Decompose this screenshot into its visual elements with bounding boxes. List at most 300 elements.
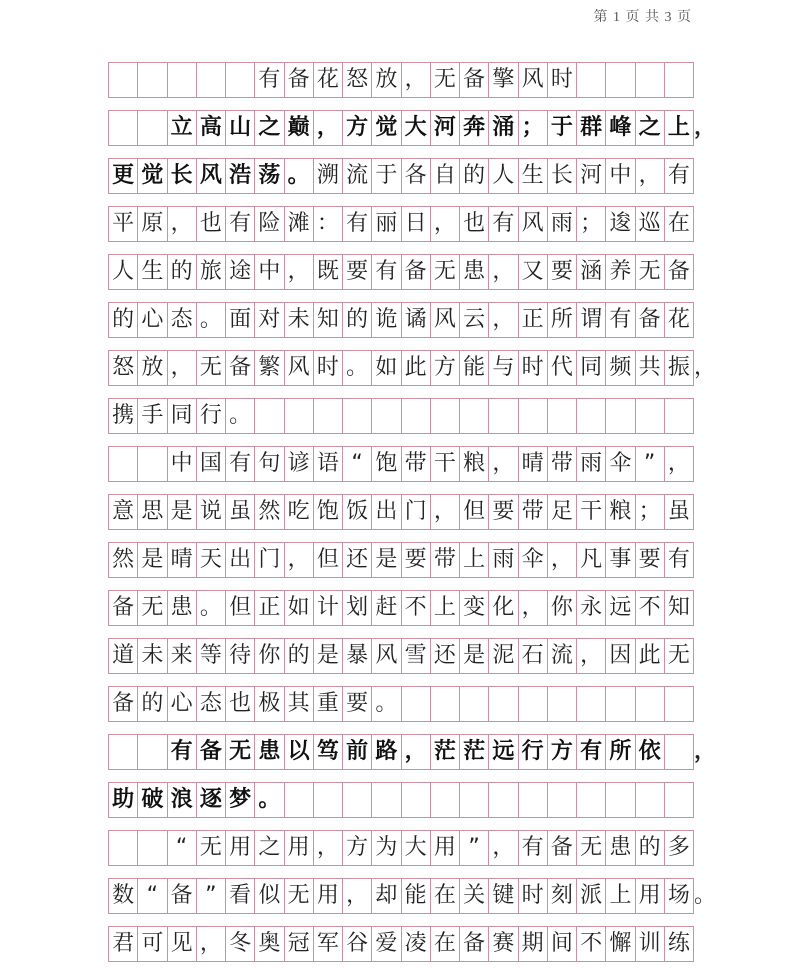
grid-cell: 日: [402, 207, 431, 241]
essay-line: [108, 770, 694, 818]
grid-cell: 于: [372, 159, 401, 193]
grid-cell: 峰: [606, 111, 635, 145]
grid-cell: [138, 735, 167, 769]
grid-cell: ，: [285, 255, 314, 289]
grid-cell: 觉: [372, 111, 401, 145]
grid-cell: 变: [460, 591, 489, 625]
grid-cell: 行: [519, 735, 548, 769]
grid-cell: 逐: [197, 783, 226, 817]
grid-cell: 涵: [577, 255, 606, 289]
grid-cell: 派: [577, 879, 606, 913]
grid-cell: ，: [402, 735, 431, 769]
grid-cell: 带: [519, 495, 548, 529]
grid-cell: [489, 687, 518, 721]
grid-cell: 备: [109, 591, 138, 625]
margin-punctuation: ，: [693, 115, 716, 140]
grid-cell: [255, 399, 284, 433]
grid-cell: 长: [168, 159, 197, 193]
grid-cell: ，: [489, 255, 518, 289]
grid-cell: 雨: [548, 207, 577, 241]
grid-cell: 有: [519, 831, 548, 865]
grid-cell: [402, 399, 431, 433]
grid-cell: 用: [314, 879, 343, 913]
grid-cell: [636, 687, 665, 721]
grid-cell: 花: [665, 303, 694, 337]
essay-line: [108, 242, 694, 290]
grid-cell: 大: [402, 111, 431, 145]
grid-cell: 有: [665, 159, 694, 193]
grid-cell: 浩: [226, 159, 255, 193]
grid-cell: [577, 63, 606, 97]
grid-row: [108, 734, 694, 770]
grid-cell: 备: [109, 687, 138, 721]
grid-cell: [109, 63, 138, 97]
grid-cell: 滩: [285, 207, 314, 241]
grid-row: [108, 782, 694, 818]
grid-cell: 有: [255, 63, 284, 97]
grid-cell: 能: [460, 351, 489, 385]
grid-cell: ：: [314, 207, 343, 241]
grid-cell: ，: [577, 639, 606, 673]
grid-cell: 但: [314, 543, 343, 577]
grid-cell: 放: [372, 63, 401, 97]
grid-row: [108, 350, 694, 386]
grid-cell: 训: [636, 927, 665, 961]
grid-cell: ，: [168, 351, 197, 385]
essay-line: [108, 146, 694, 194]
grid-cell: 用: [636, 879, 665, 913]
grid-cell: 待: [226, 639, 255, 673]
grid-cell: 道: [109, 639, 138, 673]
grid-cell: 用: [431, 831, 460, 865]
grid-cell: [109, 735, 138, 769]
grid-cell: 刻: [548, 879, 577, 913]
grid-cell: 干: [577, 495, 606, 529]
grid-cell: 要: [402, 543, 431, 577]
margin-punctuation: ，: [693, 739, 716, 764]
grid-cell: 时: [519, 351, 548, 385]
grid-cell: 虽: [665, 495, 694, 529]
grid-cell: 繁: [255, 351, 284, 385]
grid-cell: 冬: [226, 927, 255, 961]
grid-cell: 是: [314, 639, 343, 673]
grid-cell: [314, 399, 343, 433]
grid-cell: 有: [168, 735, 197, 769]
grid-row: [108, 590, 694, 626]
grid-cell: 雨: [489, 543, 518, 577]
grid-cell: 虽: [226, 495, 255, 529]
grid-cell: 门: [255, 543, 284, 577]
essay-line: [108, 194, 694, 242]
grid-cell: 无: [431, 63, 460, 97]
grid-cell: [577, 687, 606, 721]
grid-cell: 所: [548, 303, 577, 337]
grid-cell: 上: [460, 543, 489, 577]
grid-cell: ”: [460, 831, 489, 865]
grid-cell: 粮: [460, 447, 489, 481]
grid-cell: 山: [226, 111, 255, 145]
grid-cell: 同: [168, 399, 197, 433]
grid-cell: 花: [314, 63, 343, 97]
grid-cell: 数: [109, 879, 138, 913]
grid-cell: “: [168, 831, 197, 865]
grid-cell: 路: [372, 735, 401, 769]
essay-line: [108, 434, 694, 482]
grid-cell: [372, 399, 401, 433]
grid-cell: 心: [168, 687, 197, 721]
grid-cell: 君: [109, 927, 138, 961]
grid-cell: 不: [577, 927, 606, 961]
grid-cell: ，: [431, 207, 460, 241]
grid-cell: 人: [109, 255, 138, 289]
grid-cell: 门: [402, 495, 431, 529]
grid-cell: 风: [519, 63, 548, 97]
grid-cell: ，: [402, 63, 431, 97]
grid-cell: 方: [343, 831, 372, 865]
grid-cell: 计: [314, 591, 343, 625]
grid-cell: 频: [606, 351, 635, 385]
grid-row: [108, 686, 694, 722]
grid-cell: 有: [489, 207, 518, 241]
grid-row: [108, 62, 694, 98]
grid-cell: ，: [489, 303, 518, 337]
grid-cell: 时: [548, 63, 577, 97]
grid-cell: 途: [226, 255, 255, 289]
grid-cell: 的: [343, 303, 372, 337]
grid-cell: ，: [168, 207, 197, 241]
grid-cell: 场: [665, 879, 694, 913]
grid-cell: 巡: [636, 207, 665, 241]
grid-cell: [138, 63, 167, 97]
grid-cell: 爱: [372, 927, 401, 961]
grid-cell: 。: [343, 351, 372, 385]
grid-cell: 冠: [285, 927, 314, 961]
grid-cell: 备: [665, 255, 694, 289]
grid-cell: 无: [285, 879, 314, 913]
grid-cell: 要: [489, 495, 518, 529]
grid-cell: 。: [197, 303, 226, 337]
grid-cell: 浪: [168, 783, 197, 817]
grid-row: [108, 494, 694, 530]
grid-cell: 河: [431, 111, 460, 145]
margin-punctuation: 。: [693, 883, 716, 908]
grid-cell: 间: [548, 927, 577, 961]
grid-row: [108, 206, 694, 242]
grid-cell: 患: [255, 735, 284, 769]
grid-cell: 是: [460, 639, 489, 673]
grid-cell: [372, 783, 401, 817]
grid-cell: 旅: [197, 255, 226, 289]
grid-cell: 代: [548, 351, 577, 385]
grid-cell: 的: [138, 687, 167, 721]
grid-cell: 军: [314, 927, 343, 961]
grid-cell: ，: [636, 159, 665, 193]
grid-cell: 谲: [402, 303, 431, 337]
grid-cell: 之: [255, 111, 284, 145]
grid-cell: [489, 783, 518, 817]
grid-row: [108, 302, 694, 338]
essay-line: [108, 914, 694, 962]
grid-cell: [138, 447, 167, 481]
grid-cell: [431, 399, 460, 433]
grid-cell: 凌: [402, 927, 431, 961]
grid-cell: [285, 783, 314, 817]
grid-cell: [606, 687, 635, 721]
essay-line: [108, 818, 694, 866]
grid-cell: [460, 783, 489, 817]
grid-cell: 也: [226, 687, 255, 721]
grid-cell: 干: [431, 447, 460, 481]
grid-cell: [519, 399, 548, 433]
grid-cell: 有: [372, 255, 401, 289]
grid-cell: 的: [285, 639, 314, 673]
grid-row: [108, 398, 694, 434]
grid-cell: [665, 63, 694, 97]
grid-cell: [168, 63, 197, 97]
grid-cell: [314, 783, 343, 817]
grid-cell: 方: [343, 111, 372, 145]
grid-cell: 无: [197, 831, 226, 865]
grid-cell: 在: [431, 879, 460, 913]
grid-cell: [197, 63, 226, 97]
grid-cell: [402, 783, 431, 817]
essay-line: [108, 530, 694, 578]
grid-cell: 可: [138, 927, 167, 961]
grid-cell: 备: [548, 831, 577, 865]
grid-cell: 要: [636, 543, 665, 577]
grid-cell: 远: [489, 735, 518, 769]
grid-cell: 的: [109, 303, 138, 337]
grid-cell: 晴: [519, 447, 548, 481]
grid-cell: 还: [343, 543, 372, 577]
grid-cell: 练: [665, 927, 694, 961]
grid-cell: 足: [548, 495, 577, 529]
grid-row: [108, 542, 694, 578]
grid-cell: 云: [460, 303, 489, 337]
grid-cell: ；: [519, 111, 548, 145]
grid-cell: 永: [577, 591, 606, 625]
grid-cell: 所: [606, 735, 635, 769]
grid-cell: 怒: [343, 63, 372, 97]
grid-cell: 荡: [255, 159, 284, 193]
grid-cell: 赶: [372, 591, 401, 625]
grid-cell: 时: [314, 351, 343, 385]
grid-cell: 中: [255, 255, 284, 289]
grid-cell: 有: [226, 207, 255, 241]
grid-cell: 破: [138, 783, 167, 817]
grid-cell: 备: [226, 351, 255, 385]
grid-cell: 事: [606, 543, 635, 577]
grid-cell: 此: [402, 351, 431, 385]
grid-cell: 未: [138, 639, 167, 673]
grid-cell: [636, 63, 665, 97]
grid-cell: 。: [285, 159, 314, 193]
grid-cell: 又: [519, 255, 548, 289]
grid-cell: 奔: [460, 111, 489, 145]
grid-row: [108, 830, 694, 866]
grid-cell: 键: [489, 879, 518, 913]
grid-cell: 谚: [285, 447, 314, 481]
page-indicator: 第 1 页 共 3 页: [593, 10, 692, 25]
grid-cell: [460, 399, 489, 433]
grid-cell: 泥: [489, 639, 518, 673]
grid-cell: 也: [197, 207, 226, 241]
grid-cell: 生: [138, 255, 167, 289]
grid-cell: 上: [606, 879, 635, 913]
grid-cell: 于: [548, 111, 577, 145]
grid-cell: 思: [138, 495, 167, 529]
grid-cell: 以: [285, 735, 314, 769]
grid-cell: 风: [431, 303, 460, 337]
grid-cell: 划: [343, 591, 372, 625]
grid-cell: 如: [372, 351, 401, 385]
grid-row: [108, 254, 694, 290]
grid-cell: ；: [636, 495, 665, 529]
grid-cell: 要: [548, 255, 577, 289]
grid-cell: 中: [606, 159, 635, 193]
grid-cell: 险: [255, 207, 284, 241]
grid-cell: 还: [431, 639, 460, 673]
grid-cell: ；: [577, 207, 606, 241]
grid-cell: 因: [606, 639, 635, 673]
grid-cell: 上: [431, 591, 460, 625]
grid-cell: 懈: [606, 927, 635, 961]
grid-cell: 逡: [606, 207, 635, 241]
grid-cell: 前: [343, 735, 372, 769]
grid-cell: 谷: [343, 927, 372, 961]
grid-cell: 远: [606, 591, 635, 625]
grid-cell: 备: [168, 879, 197, 913]
grid-cell: 是: [372, 543, 401, 577]
grid-cell: 备: [460, 927, 489, 961]
grid-cell: 看: [226, 879, 255, 913]
grid-cell: 振: [665, 351, 694, 385]
grid-cell: [402, 687, 431, 721]
grid-cell: 要: [343, 687, 372, 721]
grid-cell: 养: [606, 255, 635, 289]
grid-cell: 赛: [489, 927, 518, 961]
grid-cell: 伞: [519, 543, 548, 577]
grid-cell: 患: [606, 831, 635, 865]
grid-cell: 带: [431, 543, 460, 577]
grid-cell: 自: [431, 159, 460, 193]
grid-cell: ，: [519, 591, 548, 625]
grid-cell: 无: [197, 351, 226, 385]
grid-cell: ，: [343, 879, 372, 913]
grid-cell: ”: [197, 879, 226, 913]
grid-cell: [285, 399, 314, 433]
grid-cell: 你: [548, 591, 577, 625]
grid-cell: 诡: [372, 303, 401, 337]
essay-line: [108, 386, 694, 434]
grid-cell: 。: [197, 591, 226, 625]
grid-cell: 备: [197, 735, 226, 769]
grid-cell: 大: [402, 831, 431, 865]
grid-cell: 依: [636, 735, 665, 769]
grid-cell: 有: [343, 207, 372, 241]
grid-cell: 中: [168, 447, 197, 481]
grid-cell: 其: [285, 687, 314, 721]
grid-cell: 凡: [577, 543, 606, 577]
grid-cell: 极: [255, 687, 284, 721]
grid-cell: “: [138, 879, 167, 913]
grid-cell: 知: [665, 591, 694, 625]
grid-row: [108, 158, 694, 194]
grid-cell: 但: [460, 495, 489, 529]
grid-cell: 知: [314, 303, 343, 337]
grid-cell: 奥: [255, 927, 284, 961]
grid-cell: 立: [168, 111, 197, 145]
grid-cell: 更: [109, 159, 138, 193]
grid-cell: 之: [636, 111, 665, 145]
essay-line: [108, 578, 694, 626]
grid-cell: [109, 111, 138, 145]
grid-cell: 无: [138, 591, 167, 625]
grid-cell: 生: [519, 159, 548, 193]
grid-cell: 河: [577, 159, 606, 193]
grid-row: [108, 110, 694, 146]
grid-cell: 面: [226, 303, 255, 337]
grid-row: [108, 926, 694, 962]
grid-cell: 来: [168, 639, 197, 673]
grid-cell: 。: [226, 399, 255, 433]
essay-line: [108, 338, 716, 386]
grid-cell: 有: [606, 303, 635, 337]
grid-cell: 句: [255, 447, 284, 481]
grid-cell: [636, 783, 665, 817]
grid-cell: 方: [548, 735, 577, 769]
grid-cell: 上: [665, 111, 694, 145]
grid-cell: 茫: [431, 735, 460, 769]
essay-line: [108, 866, 716, 914]
grid-cell: 共: [636, 351, 665, 385]
grid-cell: 长: [548, 159, 577, 193]
grid-cell: [636, 399, 665, 433]
grid-cell: 在: [431, 927, 460, 961]
grid-cell: 群: [577, 111, 606, 145]
grid-cell: 无: [431, 255, 460, 289]
essay-line: [108, 626, 694, 674]
grid-cell: 带: [548, 447, 577, 481]
grid-cell: 无: [636, 255, 665, 289]
grid-cell: 对: [255, 303, 284, 337]
essay-line: [108, 722, 716, 770]
grid-cell: 患: [168, 591, 197, 625]
grid-cell: 有: [665, 543, 694, 577]
grid-cell: 国: [197, 447, 226, 481]
grid-cell: 风: [197, 159, 226, 193]
grid-cell: 用: [226, 831, 255, 865]
grid-cell: ，: [665, 447, 694, 481]
grid-cell: 天: [197, 543, 226, 577]
grid-cell: ，: [314, 111, 343, 145]
grid-cell: 行: [197, 399, 226, 433]
grid-cell: 溯: [314, 159, 343, 193]
grid-cell: [138, 111, 167, 145]
grid-cell: 却: [372, 879, 401, 913]
grid-cell: 放: [138, 351, 167, 385]
essay-line: [108, 482, 694, 530]
grid-cell: 。: [372, 687, 401, 721]
grid-cell: 正: [255, 591, 284, 625]
grid-cell: [109, 447, 138, 481]
grid-cell: 不: [636, 591, 665, 625]
grid-cell: 饱: [372, 447, 401, 481]
grid-cell: ，: [489, 831, 518, 865]
grid-cell: 患: [460, 255, 489, 289]
grid-cell: 见: [168, 927, 197, 961]
grid-cell: 此: [636, 639, 665, 673]
